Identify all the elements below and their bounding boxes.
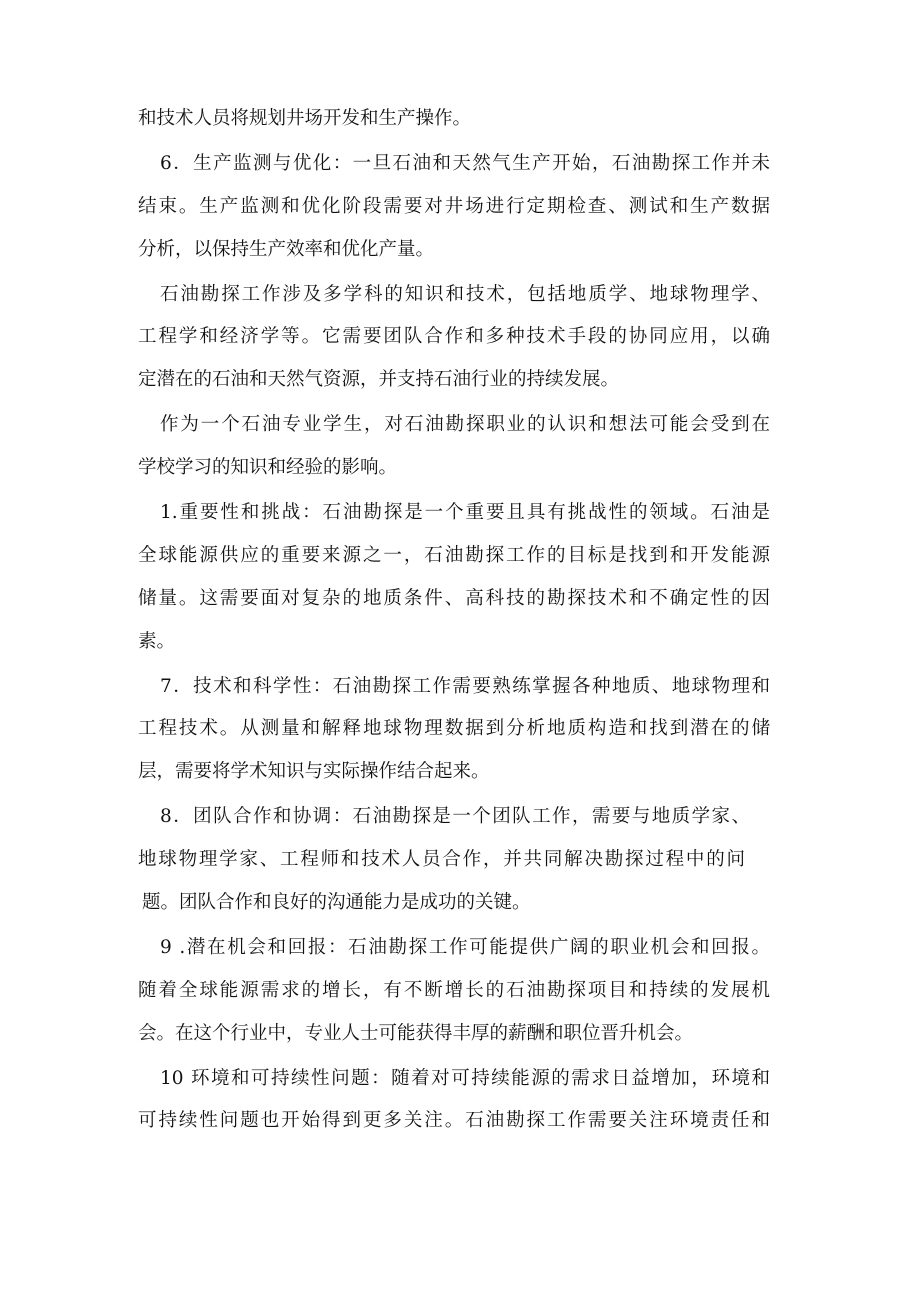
paragraph-line: 全球能源供应的重要来源之一，石油勘探工作的目标是找到和开发能源 — [138, 544, 770, 566]
paragraph-line: 6．生产监测与优化：一旦石油和天然气生产开始，石油勘探工作并未 — [160, 152, 770, 174]
paragraph — [138, 404, 770, 490]
paragraph-line: 7．技术和科学性：石油勘探工作需要熟练掌握各种地质、地球物理和 — [160, 675, 770, 697]
paragraph-line: 分析，以保持生产效率和优化产量。 — [138, 238, 435, 260]
paragraph-line: 储量。这需要面对复杂的地质条件、高科技的勘探技术和不确定性的因 — [138, 587, 770, 609]
paragraph — [138, 143, 770, 272]
paragraph — [138, 1058, 770, 1144]
paragraph-line: 9 .潜在机会和回报：石油勘探工作可能提供广阔的职业机会和回报。 — [160, 936, 770, 958]
paragraph-line: 石油勘探工作涉及多学科的知识和技术，包括地质学、地球物理学、 — [160, 283, 770, 305]
paragraph-line: 题。团队合作和良好的沟通能力是成功的关键。 — [142, 892, 531, 914]
paragraph-line: 10 环境和可持续性问题：随着对可持续能源的需求日益增加，环境和 — [160, 1067, 770, 1089]
paragraph-line: 结束。生产监测和优化阶段需要对井场进行定期检查、测试和生产数据 — [138, 195, 770, 217]
paragraph-line: 8．团队合作和协调：石油勘探是一个团队工作，需要与地质学家、 — [160, 806, 750, 828]
paragraph — [138, 274, 770, 403]
paragraph-line: 会。在这个行业中，专业人士可能获得丰厚的薪酬和职位晋升机会。 — [138, 1022, 694, 1044]
paragraph — [138, 666, 770, 795]
paragraph — [138, 98, 770, 141]
paragraph-line: 1.重要性和挑战：石油勘探是一个重要且具有挑战性的领域。石油是 — [160, 502, 770, 524]
paragraph — [138, 492, 770, 664]
body-text — [138, 98, 770, 1143]
paragraph — [138, 796, 770, 925]
paragraph-line: 工程学和经济学等。它需要团队合作和多种技术手段的协同应用，以确 — [138, 326, 770, 348]
paragraph-line: 定潜在的石油和天然气资源，并支持石油行业的持续发展。 — [138, 369, 620, 391]
paragraph-line: 层，需要将学术知识与实际操作结合起来。 — [138, 761, 490, 783]
paragraph-line: 作为一个石油专业学生，对石油勘探职业的认识和想法可能会受到在 — [160, 414, 770, 436]
paragraph-line: 学校学习的知识和经验的影响。 — [138, 457, 398, 479]
paragraph-line: 工程技术。从测量和解释地球物理数据到分析地质构造和找到潜在的储 — [138, 718, 770, 740]
paragraph-line: 可持续性问题也开始得到更多关注。石油勘探工作需要关注环境责任和 — [138, 1110, 770, 1132]
paragraph-line: 随着全球能源需求的增长，有不断增长的石油勘探项目和持续的发展机 — [138, 979, 770, 1001]
paragraph-line: 素。 — [138, 630, 176, 652]
paragraph-line: 和技术人员将规划井场开发和生产操作。 — [138, 108, 472, 129]
paragraph — [138, 927, 770, 1056]
paragraph-line: 地球物理学家、工程师和技术人员合作，并共同解决勘探过程中的问 — [138, 849, 745, 871]
